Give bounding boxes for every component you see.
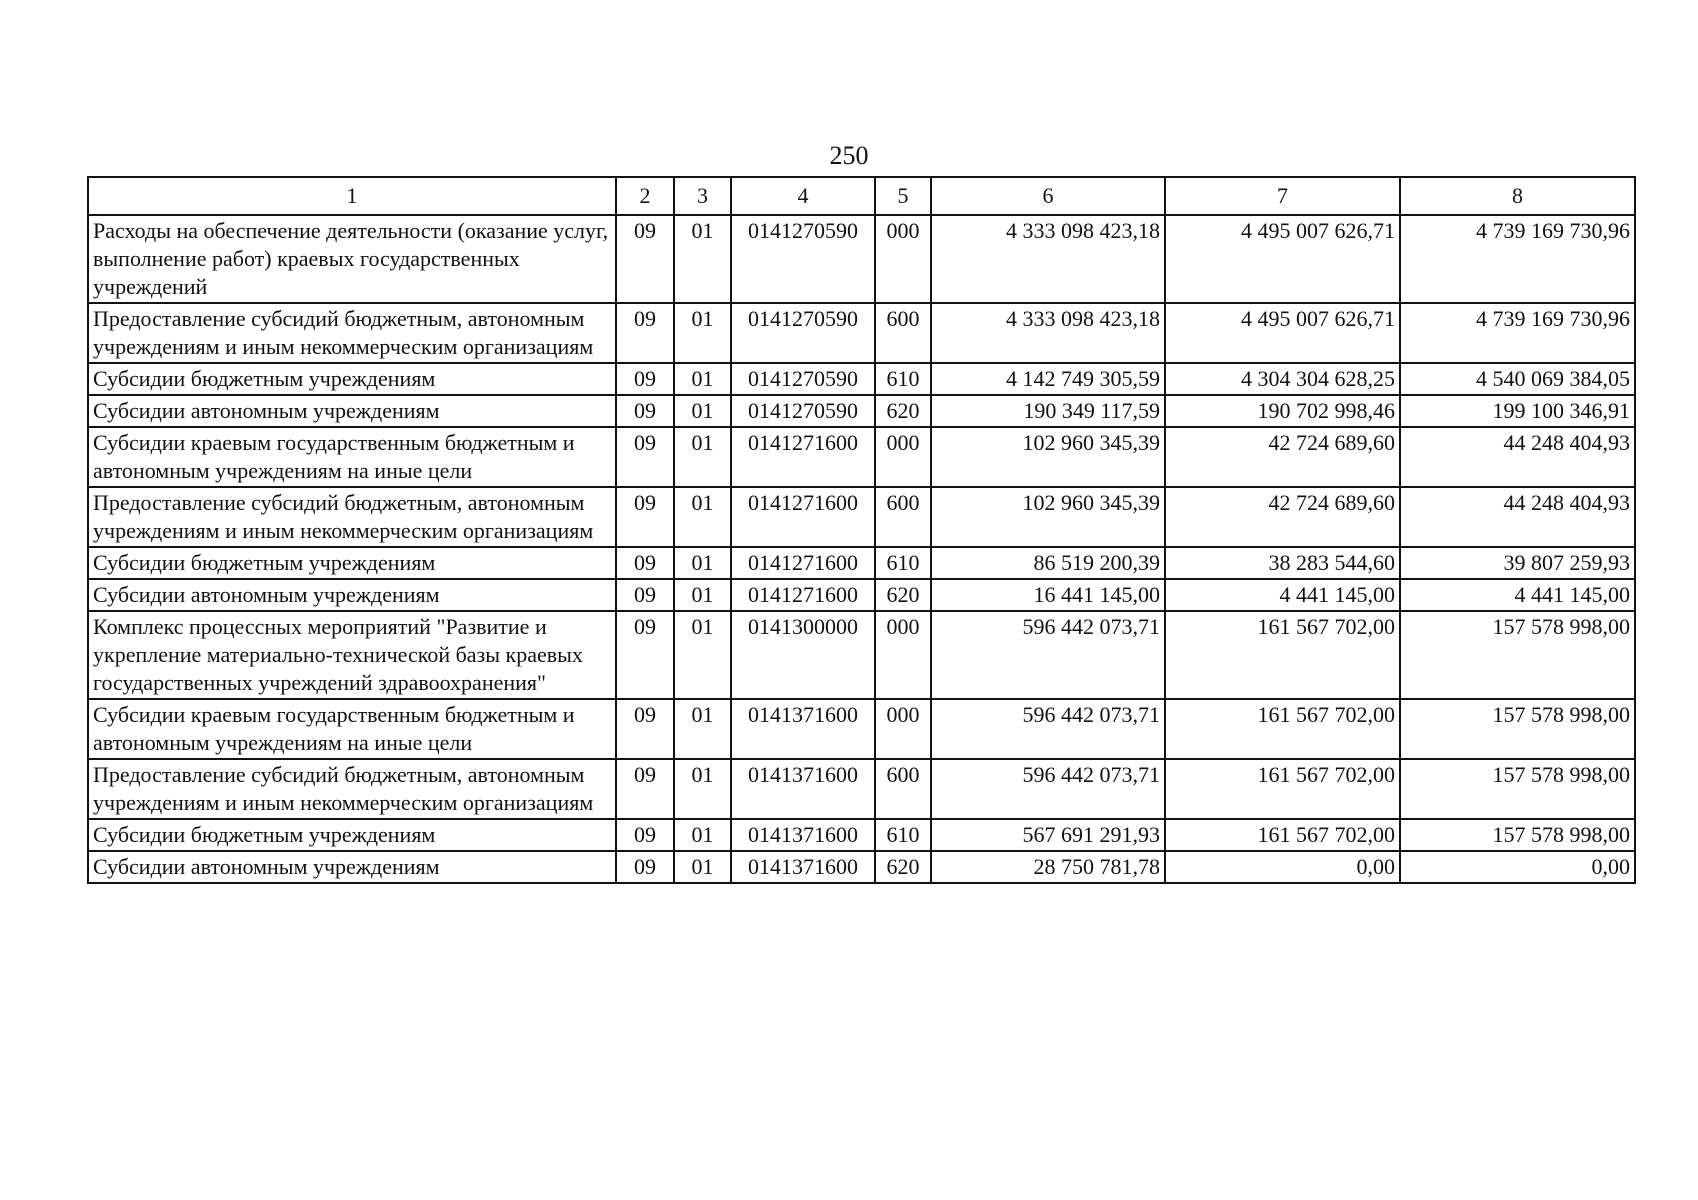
budget-table [87,176,1636,884]
target-article-cell: 0141271600 [731,427,875,487]
amount-col7-cell: 4 304 304 628,25 [1165,363,1400,395]
amount-col6-cell: 596 442 073,71 [931,611,1165,699]
table-row [88,699,1635,759]
expense-name-cell: Субсидии бюджетным учреждениям [88,547,616,579]
amount-col8-cell: 4 739 169 730,96 [1400,215,1635,303]
amount-col6-cell: 567 691 291,93 [931,819,1165,851]
table-row [88,215,1635,303]
target-article-cell: 0141270590 [731,303,875,363]
expense-type-cell: 000 [875,427,931,487]
section-cell: 09 [616,699,674,759]
amount-col6-cell: 86 519 200,39 [931,547,1165,579]
expense-name-cell: Расходы на обеспечение деятельности (оказание услуг, выполнение работ) краевых государственных учреждений [88,215,616,303]
section-cell: 09 [616,363,674,395]
amount-col6-cell: 4 333 098 423,18 [931,303,1165,363]
header-cell: 2 [616,177,674,215]
amount-col8-cell: 157 578 998,00 [1400,699,1635,759]
expense-type-cell: 600 [875,759,931,819]
subsection-cell: 01 [674,611,731,699]
amount-col7-cell: 4 495 007 626,71 [1165,215,1400,303]
amount-col7-cell: 161 567 702,00 [1165,819,1400,851]
expense-type-cell: 000 [875,611,931,699]
amount-col8-cell: 44 248 404,93 [1400,427,1635,487]
header-cell: 7 [1165,177,1400,215]
amount-col6-cell: 4 333 098 423,18 [931,215,1165,303]
table-row [88,851,1635,883]
amount-col8-cell: 4 739 169 730,96 [1400,303,1635,363]
amount-col7-cell: 42 724 689,60 [1165,487,1400,547]
amount-col7-cell: 190 702 998,46 [1165,395,1400,427]
amount-col6-cell: 4 142 749 305,59 [931,363,1165,395]
amount-col6-cell: 102 960 345,39 [931,487,1165,547]
subsection-cell: 01 [674,215,731,303]
amount-col6-cell: 102 960 345,39 [931,427,1165,487]
expense-name-cell: Субсидии бюджетным учреждениям [88,819,616,851]
section-cell: 09 [616,851,674,883]
section-cell: 09 [616,427,674,487]
subsection-cell: 01 [674,395,731,427]
table-row [88,487,1635,547]
header-cell: 3 [674,177,731,215]
amount-col8-cell: 44 248 404,93 [1400,487,1635,547]
expense-type-cell: 000 [875,215,931,303]
amount-col6-cell: 16 441 145,00 [931,579,1165,611]
table-row [88,427,1635,487]
section-cell: 09 [616,215,674,303]
target-article-cell: 0141371600 [731,759,875,819]
amount-col8-cell: 4 540 069 384,05 [1400,363,1635,395]
target-article-cell: 0141371600 [731,819,875,851]
table-row [88,611,1635,699]
table-row [88,819,1635,851]
expense-type-cell: 610 [875,363,931,395]
table-row [88,395,1635,427]
section-cell: 09 [616,759,674,819]
section-cell: 09 [616,395,674,427]
header-cell: 1 [88,177,616,215]
expense-name-cell: Предоставление субсидий бюджетным, автономным учреждениям и иным некоммерческим организациям [88,759,616,819]
expense-type-cell: 000 [875,699,931,759]
table-row [88,363,1635,395]
target-article-cell: 0141270590 [731,215,875,303]
subsection-cell: 01 [674,363,731,395]
header-cell: 8 [1400,177,1635,215]
subsection-cell: 01 [674,851,731,883]
expense-type-cell: 620 [875,851,931,883]
section-cell: 09 [616,547,674,579]
expense-name-cell: Предоставление субсидий бюджетным, автономным учреждениям и иным некоммерческим организациям [88,303,616,363]
expense-type-cell: 610 [875,819,931,851]
expense-name-cell: Предоставление субсидий бюджетным, автономным учреждениям и иным некоммерческим организациям [88,487,616,547]
expense-name-cell: Субсидии краевым государственным бюджетным и автономным учреждениям на иные цели [88,427,616,487]
subsection-cell: 01 [674,819,731,851]
amount-col7-cell: 161 567 702,00 [1165,611,1400,699]
expense-type-cell: 620 [875,395,931,427]
expense-name-cell: Субсидии автономным учреждениям [88,395,616,427]
target-article-cell: 0141270590 [731,363,875,395]
amount-col6-cell: 596 442 073,71 [931,699,1165,759]
amount-col7-cell: 4 495 007 626,71 [1165,303,1400,363]
expense-type-cell: 600 [875,303,931,363]
amount-col8-cell: 157 578 998,00 [1400,611,1635,699]
subsection-cell: 01 [674,547,731,579]
expense-name-cell: Субсидии бюджетным учреждениям [88,363,616,395]
table-row [88,579,1635,611]
subsection-cell: 01 [674,303,731,363]
amount-col7-cell: 0,00 [1165,851,1400,883]
amount-col8-cell: 39 807 259,93 [1400,547,1635,579]
page-number: 250 [829,141,869,170]
subsection-cell: 01 [674,427,731,487]
expense-type-cell: 600 [875,487,931,547]
target-article-cell: 0141300000 [731,611,875,699]
table-row [88,547,1635,579]
section-cell: 09 [616,579,674,611]
table-row [88,303,1635,363]
amount-col8-cell: 199 100 346,91 [1400,395,1635,427]
amount-col6-cell: 596 442 073,71 [931,759,1165,819]
target-article-cell: 0141271600 [731,487,875,547]
amount-col7-cell: 161 567 702,00 [1165,759,1400,819]
amount-col6-cell: 190 349 117,59 [931,395,1165,427]
expense-type-cell: 610 [875,547,931,579]
target-article-cell: 0141271600 [731,579,875,611]
target-article-cell: 0141371600 [731,851,875,883]
target-article-cell: 0141371600 [731,699,875,759]
expense-type-cell: 620 [875,579,931,611]
amount-col7-cell: 42 724 689,60 [1165,427,1400,487]
amount-col8-cell: 157 578 998,00 [1400,819,1635,851]
amount-col8-cell: 0,00 [1400,851,1635,883]
expense-name-cell: Субсидии автономным учреждениям [88,851,616,883]
amount-col7-cell: 4 441 145,00 [1165,579,1400,611]
expense-name-cell: Субсидии автономным учреждениям [88,579,616,611]
subsection-cell: 01 [674,699,731,759]
amount-col8-cell: 4 441 145,00 [1400,579,1635,611]
section-cell: 09 [616,487,674,547]
expense-name-cell: Комплекс процессных мероприятий "Развитие и укрепление материально-технической базы краевых государственных учреждений здравоохранения" [88,611,616,699]
target-article-cell: 0141271600 [731,547,875,579]
section-cell: 09 [616,611,674,699]
section-cell: 09 [616,303,674,363]
header-row [88,177,1635,215]
target-article-cell: 0141270590 [731,395,875,427]
amount-col7-cell: 161 567 702,00 [1165,699,1400,759]
header-cell: 4 [731,177,875,215]
subsection-cell: 01 [674,579,731,611]
amount-col8-cell: 157 578 998,00 [1400,759,1635,819]
amount-col7-cell: 38 283 544,60 [1165,547,1400,579]
header-cell: 5 [875,177,931,215]
expense-name-cell: Субсидии краевым государственным бюджетным и автономным учреждениям на иные цели [88,699,616,759]
header-cell: 6 [931,177,1165,215]
section-cell: 09 [616,819,674,851]
amount-col6-cell: 28 750 781,78 [931,851,1165,883]
subsection-cell: 01 [674,759,731,819]
table-row [88,759,1635,819]
subsection-cell: 01 [674,487,731,547]
